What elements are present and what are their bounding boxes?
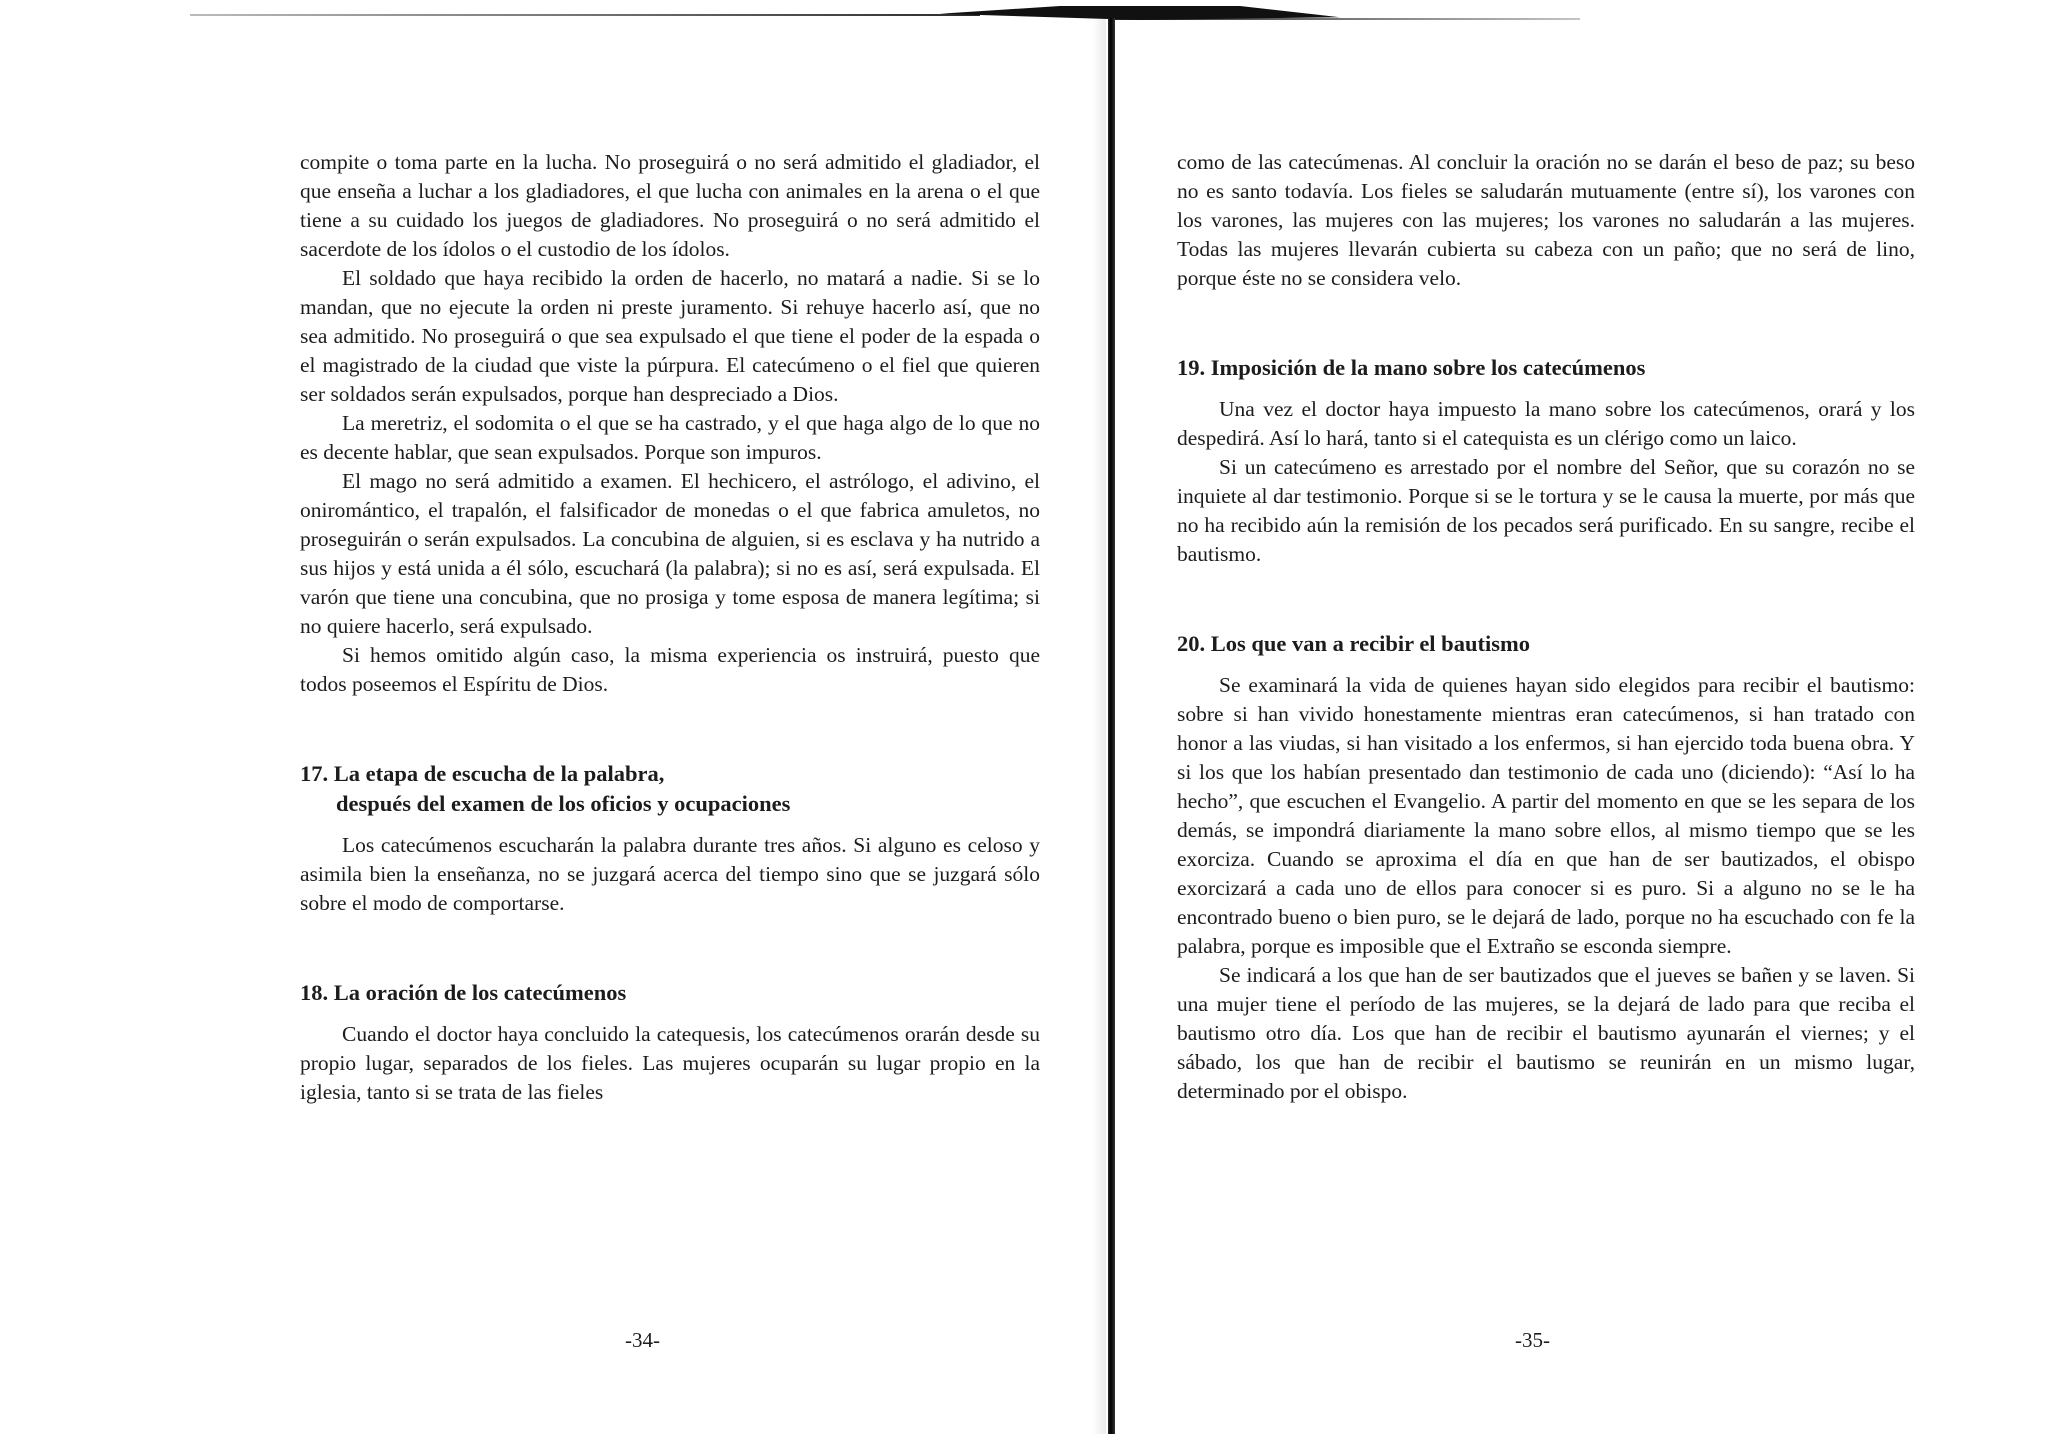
section-19-heading: 19. Imposición de la mano sobre los catecúmenos [1177, 355, 1646, 380]
section-18-heading: 18. La oración de los catecúmenos [300, 980, 627, 1005]
paragraph: Se examinará la vida de quienes hayan sido elegidos para recibir el bautismo: sobre si han vivido honestamente mientras eran catecúmenos, si han tratado con honor a las viudas, si han visitado a los enfermos, si han ejercido toda buena obra. Y si los que los habían presentado dan testimonio de cada uno (diciendo): “Así lo ha hecho”, que escuchen el Evangelio. A partir del momento en que se les separa de los demás, se impondrá diariamente la mano sobre ellos, al mismo tiempo que se les exorciza. Cuando se aproxima el día en que han de ser bautizados, el obispo exorcizará a cada uno de ellos para conocer si es puro. Si a alguno no se le ha encontrado bueno o bien puro, se le dejará de lado, porque no ha escuchado con fe la palabra, porque es imposible que el Extraño se esconda siempre. [1177, 673, 1915, 958]
paragraph: Si hemos omitido algún caso, la misma experiencia os instruirá, puesto que todos poseemos el Espíritu de Dios. [300, 643, 1040, 696]
section-17-title-line1: 17. La etapa de escucha de la palabra, [300, 761, 665, 786]
scan-edge-line-left [190, 14, 980, 16]
paragraph: El soldado que haya recibido la orden de hacerlo, no matará a nadie. Si se lo mandan, que no ejecute la orden ni preste juramento. Si rehuye hacerlo así, que no sea admitido. No proseguirá o que sea expulsado el que tiene el poder de la espada o el magistrado de la ciudad que viste la púrpura. El catecúmeno o el fiel que quieren ser soldados serán expulsados, porque han despreciado a Dios. [300, 266, 1040, 406]
section-17-title-line2: después del examen de los oficios y ocupaciones [336, 791, 791, 816]
page-number-right: -35- [1515, 1328, 1550, 1352]
paragraph: Una vez el doctor haya impuesto la mano sobre los catecúmenos, orará y los despedirá. Así lo hará, tanto si el catequista es un clérigo como un laico. [1177, 397, 1915, 450]
section-17-text: Los catecúmenos escucharán la palabra durante tres años. Si alguno es celoso y asimila bien la enseñanza, no se juzgará acerca del tiempo sino que se juzgará sólo sobre el modo de comportarse. [300, 833, 1040, 915]
page-number-left: -34- [625, 1328, 660, 1352]
paragraph: La meretriz, el sodomita o el que se ha castrado, y el que haga algo de lo que no es decente hablar, que sean expulsados. Porque son impuros. [300, 411, 1040, 464]
left-page [300, 148, 1040, 1107]
paragraph: El mago no será admitido a examen. El hechicero, el astrólogo, el adivino, el oniromántico, el trapalón, el falsificador de monedas o el que fabrica amuletos, no proseguirán o serán expulsados. La concubina de alguien, si es esclava y ha nutrido a sus hijos y está unida a él sólo, escuchará (la palabra); si no es así, será expulsada. El varón que tiene una concubina, que no prosiga y tome esposa de manera legítima; si no quiere hacerlo, será expulsado. [300, 469, 1040, 638]
section-17-heading [300, 759, 1040, 819]
paragraph: Se indicará a los que han de ser bautizados que el jueves se bañen y se laven. Si una mujer tiene el período de las mujeres, se la dejará de lado para que reciba el bautismo otro día. Los que han de recibir el bautismo ayunarán el viernes; y el sábado, los que han de recibir el bautismo se reunirán en un mismo lugar, determinado por el obispo. [1177, 963, 1915, 1103]
book-spine [1108, 18, 1115, 1434]
scan-top-shadow [940, 6, 1340, 20]
book-gutter-shadow [1092, 18, 1106, 1434]
right-page [1177, 148, 1915, 1106]
paragraph: como de las catecúmenas. Al concluir la oración no se darán el beso de paz; su beso no es santo todavía. Los fieles se saludarán mutuamente (entre sí), los varones con los varones, las mujeres con las mujeres; los varones no saludarán a las mujeres. Todas las mujeres llevarán cubierta su cabeza con un paño; que no será de lino, porque éste no se considera velo. [1177, 150, 1915, 290]
section-18-text: Cuando el doctor haya concluido la catequesis, los catecúmenos orarán desde su propio lugar, separados de los fieles. Las mujeres ocuparán su lugar propio en la iglesia, tanto si se trata de las fieles [300, 1022, 1040, 1104]
section-20-heading: 20. Los que van a recibir el bautismo [1177, 631, 1530, 656]
paragraph: compite o toma parte en la lucha. No proseguirá o no será admitido el gladiador, el que enseña a luchar a los gladiadores, el que lucha con animales en la arena o el que tiene a su cuidado los juegos de gladiadores. No proseguirá o no será admitido el sacerdote de los ídolos o el custodio de los ídolos. [300, 150, 1040, 261]
paragraph: Si un catecúmeno es arrestado por el nombre del Señor, que su corazón no se inquiete al dar testimonio. Porque si se le tortura y se le causa la muerte, por más que no ha recibido aún la remisión de los pecados será purificado. En su sangre, recibe el bautismo. [1177, 455, 1915, 566]
